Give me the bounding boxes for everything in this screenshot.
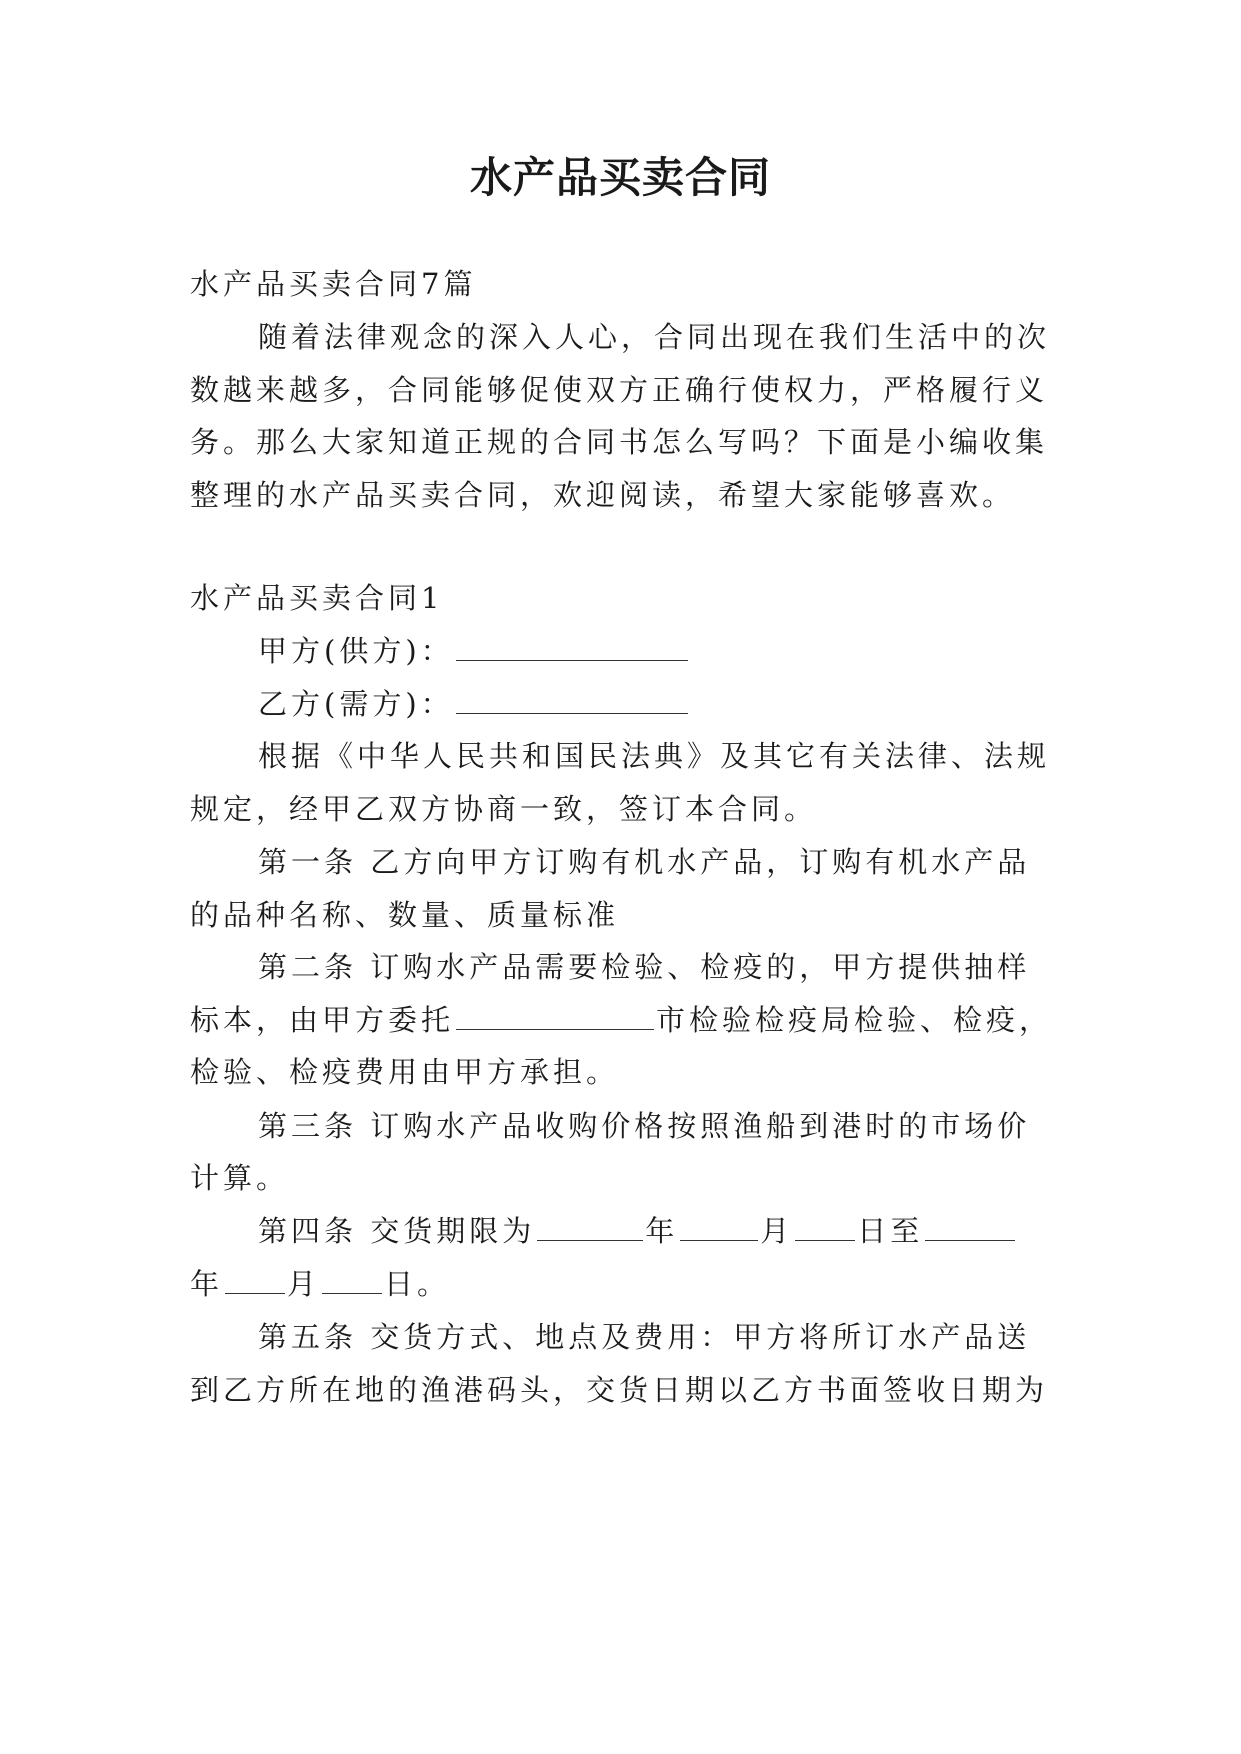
article4-year2: 年: [190, 1267, 224, 1301]
intro-line-3: 务。那么大家知道正规的合同书怎么写吗？下面是小编收集: [190, 425, 1049, 459]
article1-line-1: 第一条 乙方向甲方订购有机水产品，订购有机水产品: [258, 845, 1031, 879]
party-b-label: 乙方(需方)：: [258, 687, 454, 721]
section-heading: 水产品买卖合同1: [190, 581, 444, 615]
party-b-row: [258, 684, 1070, 724]
article1-line-2: 的品种名称、数量、质量标准: [190, 898, 620, 932]
article4-month: 月: [760, 1214, 794, 1248]
article4-year: 年: [645, 1214, 679, 1248]
article4-day2: 日。: [384, 1267, 451, 1301]
delivery-end-month-blank: [225, 1267, 285, 1294]
intro-line-2: 数越来越多，合同能够促使双方正确行使权力，严格履行义: [190, 373, 1049, 407]
intro-line-4: 整理的水产品买卖合同，欢迎阅读，希望大家能够喜欢。: [190, 478, 1016, 512]
article5-line-1: 第五条 交货方式、地点及费用：甲方将所订水产品送: [258, 1320, 1031, 1354]
delivery-end-year-blank: [925, 1214, 1015, 1241]
article3-line-1: 第三条 订购水产品收购价格按照渔船到港时的市场价: [258, 1109, 1031, 1143]
article2-line-1: 第二条 订购水产品需要检验、检疫的，甲方提供抽样: [258, 950, 1031, 984]
inspection-city-blank: [456, 1003, 654, 1030]
delivery-start-year-blank: [537, 1214, 643, 1241]
article3-line-2: 计算。: [190, 1161, 290, 1195]
article4-line-1: [258, 1211, 1070, 1251]
article2-line-2: [190, 1000, 1070, 1040]
article2-prefix: 标本，由甲方委托: [190, 1003, 455, 1037]
document-subtitle: 水产品买卖合同7篇: [190, 267, 477, 301]
party-b-blank: [456, 687, 688, 714]
party-a-label: 甲方(供方)：: [258, 634, 454, 668]
party-a-row: [258, 631, 1070, 671]
article4-day-to: 日至: [857, 1214, 924, 1248]
article2-line-3: 检验、检疫费用由甲方承担。: [190, 1055, 620, 1089]
article4-prefix: 第四条 交货期限为: [258, 1214, 536, 1248]
article4-line-2: [190, 1264, 1070, 1304]
basis-line-2: 规定，经甲乙双方协商一致，签订本合同。: [190, 792, 818, 826]
document-title: 水产品买卖合同: [469, 153, 771, 202]
basis-line-1: 根据《中华人民共和国民法典》及其它有关法律、法规: [258, 739, 1051, 773]
delivery-start-month-blank: [680, 1214, 758, 1241]
intro-line-1: 随着法律观念的深入人心，合同出现在我们生活中的次: [258, 320, 1051, 354]
article5-line-2: 到乙方所在地的渔港码头，交货日期以乙方书面签收日期为: [190, 1373, 1049, 1407]
party-a-blank: [456, 634, 688, 661]
delivery-start-day-blank: [795, 1214, 855, 1241]
article4-month2: 月: [287, 1267, 321, 1301]
article2-suffix: 市检验检疫局检验、检疫，: [656, 1003, 1053, 1037]
delivery-end-day-blank: [322, 1267, 382, 1294]
